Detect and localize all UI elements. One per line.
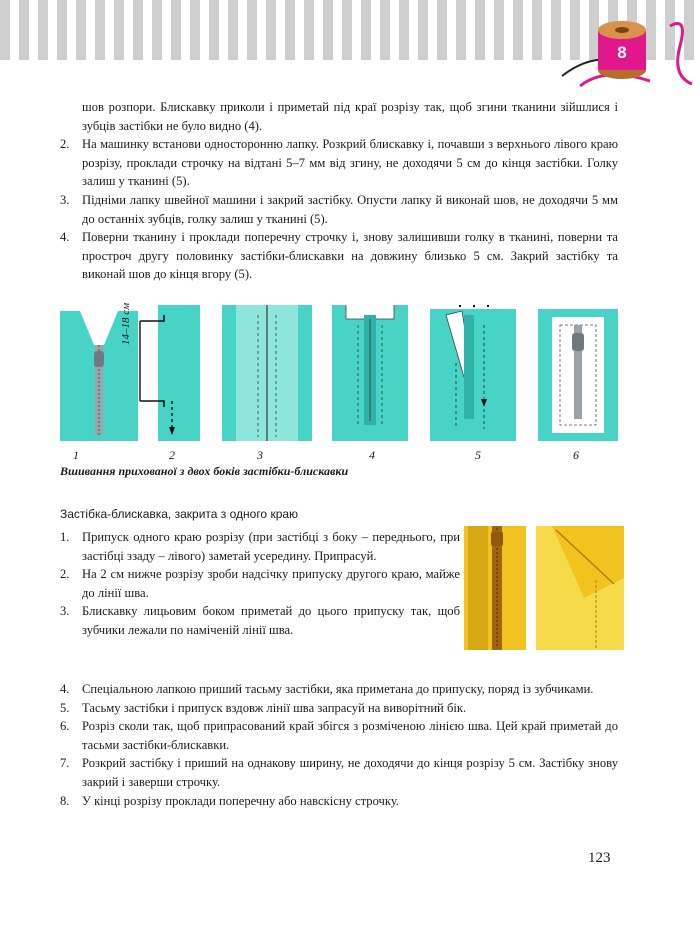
figure-label-3: 3 <box>257 448 263 462</box>
steps-list-top <box>58 135 618 284</box>
page-number: 123 <box>588 850 611 866</box>
steps-list-bottom-narrow <box>58 528 460 640</box>
zipper-photos <box>464 520 624 654</box>
steps-list-bottom-wide <box>58 680 618 810</box>
figure-panel-3 <box>222 305 312 441</box>
figure-label-2: 2 <box>169 448 175 462</box>
continuation-paragraph: шов розпори. Блискавку приколи і приметай під краї розрізу так, щоб згини тканини зійшлися і зубців застібки не було видно (4). <box>82 100 618 133</box>
list-item: 4. Поверни тканину і проклади поперечну строчку і, знову залишивши голку в тканині, поверни та простроч другу половинку застібки-блискавки на довжину близько 5 см. Закрий застібку та виконай шов до кінця вгору (5). <box>60 230 618 282</box>
list-item: 1. Припуск одного краю розрізу (при застібці з боку – переднього, при застібці ззаду – лівого) заметай усередину. Припрасуй. <box>60 530 460 563</box>
list-item: 7. Розкрий застібку і приший на однакову ширину, не доходячи до кінця розрізу 5 см. Застібку знову закрий і заверши строчку. <box>60 756 618 789</box>
list-item: 3. Підніми лапку швейної машини і закрий застібку. Опусти лапку й виконай шов, не доходячи 5 мм до останніх зубців, голку залиш у тканині (5). <box>60 192 618 226</box>
figure-label-1: 1 <box>73 448 79 462</box>
photo-2 <box>536 526 624 650</box>
list-item: 3. Блискавку лицьовим боком приметай до цього припуску так, щоб зубчики лежали по наміченій лінії шва. <box>60 604 460 637</box>
figure-caption: Вшивання прихованої з двох боків застібки-блискавки <box>60 464 349 478</box>
list-item: 6. Розріз сколи так, щоб припрасований край збігся з розміченою лінією шва. Цей край приметай до тасьми застібки-блискавки. <box>60 719 618 752</box>
zipper-sewing-figure <box>60 302 620 465</box>
photo-1 <box>464 526 526 650</box>
thread-spool-with-needle-icon <box>560 6 700 92</box>
figure-label-4: 4 <box>369 448 375 462</box>
figure-panel-6 <box>538 309 618 441</box>
figure-label-5: 5 <box>475 448 481 462</box>
list-item: 2. На 2 см нижче розрізу зроби надсічку припуску другого краю, майже до лінії шва. <box>60 567 460 600</box>
figure-panel-2 <box>140 305 200 441</box>
svg-text:8: 8 <box>617 43 627 62</box>
list-item: 4. Спеціальною лапкою приший тасьму застібки, яка приметана до припуску, поряд із зубчиками. <box>60 682 594 696</box>
figure-panel-5 <box>430 305 516 441</box>
list-item: 8. У кінці розрізу проклади поперечну або навскісну строчку. <box>60 793 400 808</box>
dimension-label: 14–18 см <box>120 302 132 345</box>
list-item: 5. Тасьму застібки і припуск вздовж лінії шва запрасуй на виворітний бік. <box>60 700 467 715</box>
list-item: 2. На машинку встанови односторонню лапку. Розкрий блискавку і, почавши з верхнього лівого краю розрізу, проклади строчку на відтані 5–7 мм від згину, не доходячи 5 см до кінця застібки. Голку залиш у тканині (5). <box>60 137 618 189</box>
figure-label-6: 6 <box>573 448 579 462</box>
figure-panel-4 <box>332 305 408 441</box>
section-title: Застібка-блискавка, закрита з одного краю <box>60 507 299 521</box>
